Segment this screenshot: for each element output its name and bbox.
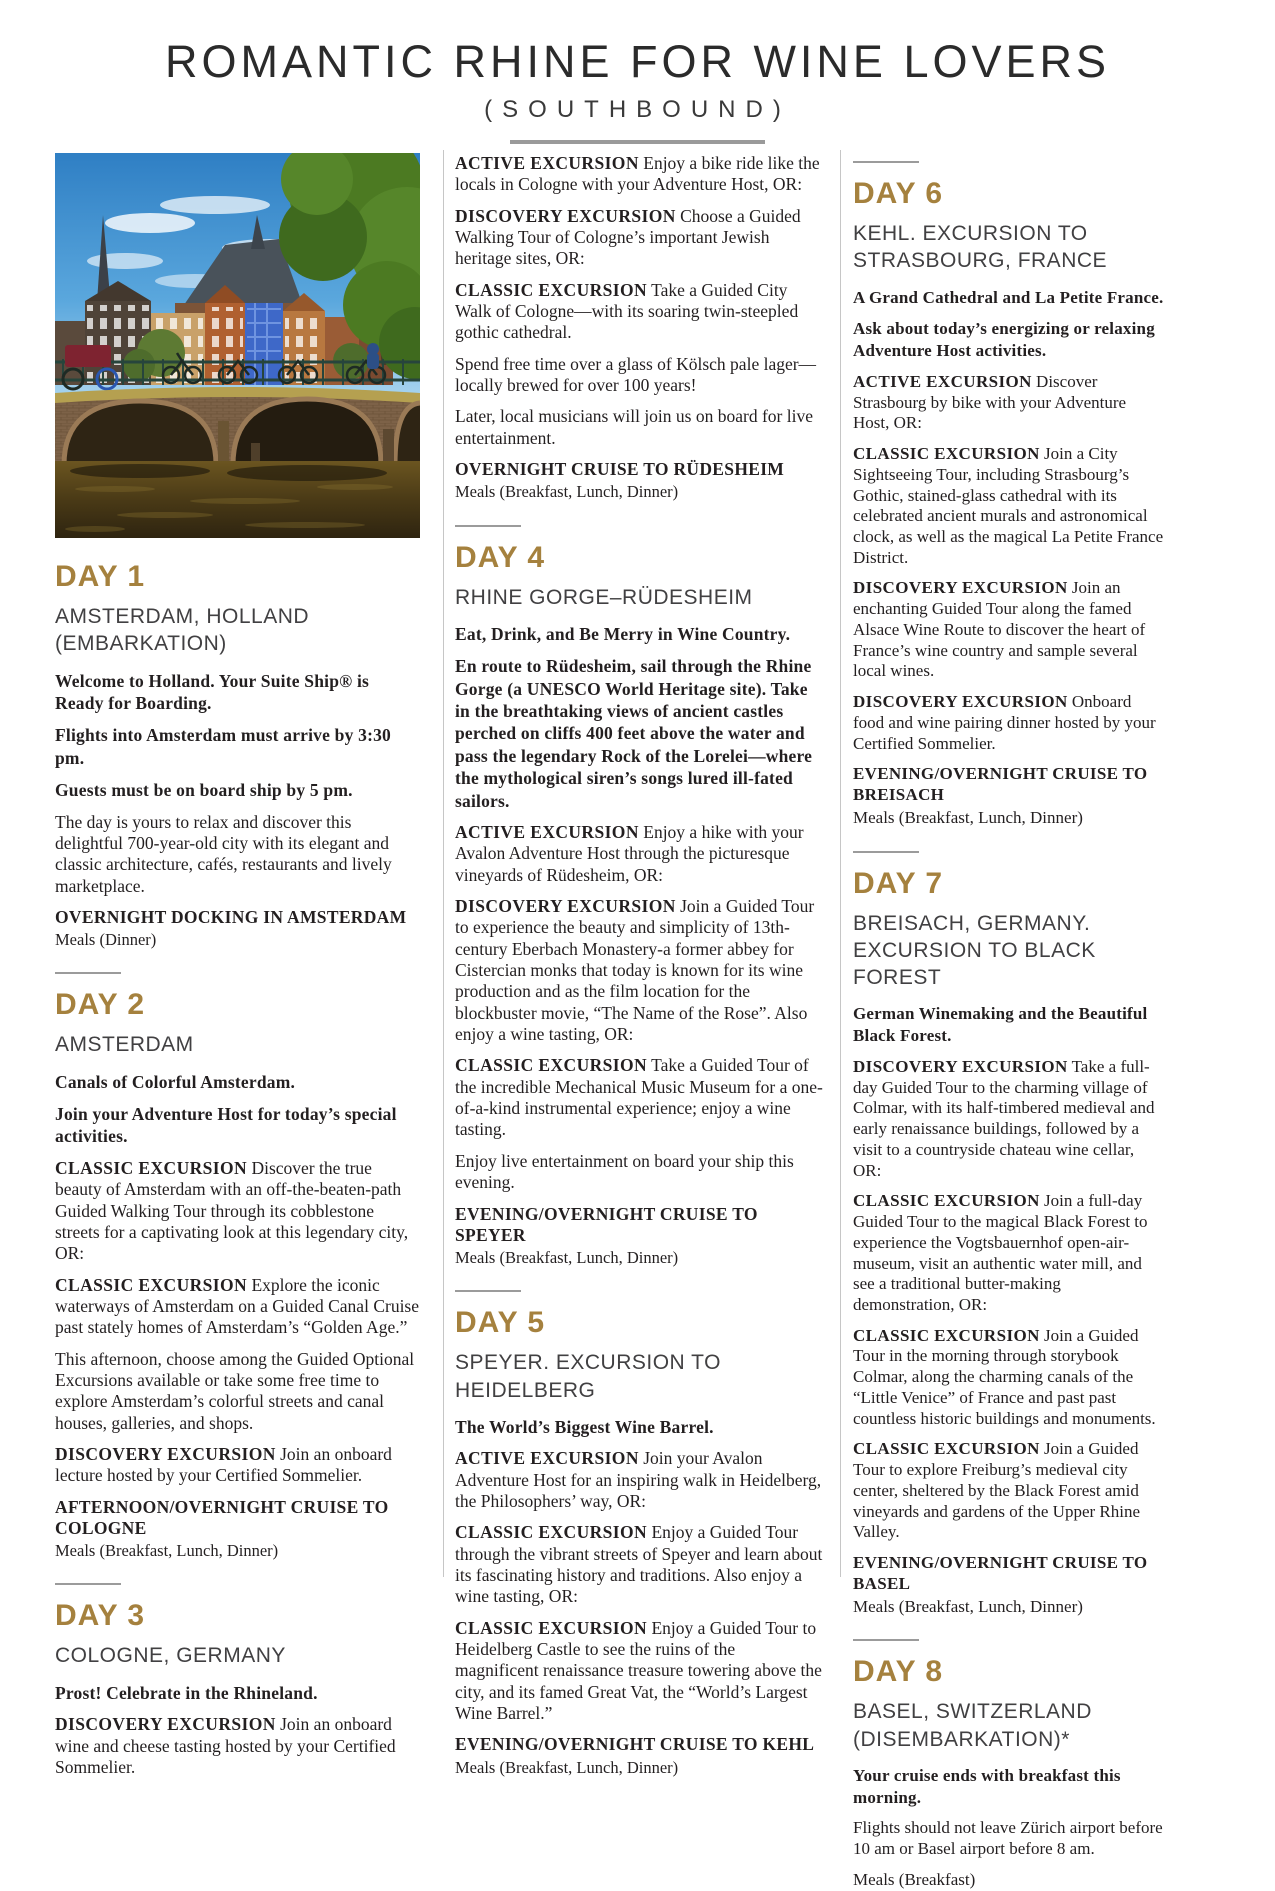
excursion-label: DISCOVERY EXCURSION [853, 578, 1068, 598]
section-divider [853, 161, 919, 163]
lead-paragraph: The World’s Biggest Wine Barrel. [455, 1416, 714, 1437]
day-location: AMSTERDAM [55, 1033, 194, 1057]
column-1-blocks [55, 560, 420, 1778]
lead-paragraph: Ask about today’s energizing or relaxing Adventure Host activities. [853, 319, 1155, 361]
cruise-paragraph: OVERNIGHT CRUISE TO RÜDESHEIM [455, 459, 785, 480]
excursion-text: Join a Guided Tour to experience the beauty and simplicity of 13th-century Eberbach Monastery-a former abbey for Cistercian monks that today is known for its wine production and as the film location for the blockbuster movie, “The Name of the Rose”. Also enjoy a wine tasting, OR: [455, 896, 815, 1045]
excursion-text: Join a Guided Tour to explore Freiburg’s medieval city center, sheltered by the Black Forest amid vineyards and gardens of the Upper Rhine Valley. [853, 1439, 1141, 1542]
excursion-paragraph [853, 372, 1165, 434]
excursion-paragraph [853, 1057, 1165, 1181]
column-divider-left [443, 150, 444, 1577]
day-location: SPEYER. EXCURSION TO HEIDELBERG [455, 1351, 721, 1402]
cruise-paragraph: EVENING/OVERNIGHT CRUISE TO BREISACH [853, 764, 1148, 805]
excursion-label: CLASSIC EXCURSION [853, 1439, 1040, 1459]
excursion-paragraph [853, 692, 1165, 754]
body-paragraph: The day is yours to relax and discover this delightful 700-year-old city with its elegant and classic architecture, cafés, restaurants and lively marketplace. [55, 811, 392, 896]
lead-paragraph: Canals of Colorful Amsterdam. [55, 1071, 296, 1092]
excursion-paragraph [55, 1444, 420, 1487]
excursion-text: Enjoy a hike with your Avalon Adventure Host through the picturesque vineyards of Rüdesheim, OR: [455, 822, 804, 885]
meals-paragraph: Meals (Breakfast, Lunch, Dinner) [455, 1248, 679, 1268]
excursion-text: Enjoy a Guided Tour to Heidelberg Castle to see the ruins of the magnificent renaissance treasure towering above the city, and its famed Great Vat, the “World’s Largest Wine Barrel.” [455, 1617, 822, 1724]
excursion-label: CLASSIC EXCURSION [455, 1055, 648, 1076]
day-location: AMSTERDAM, HOLLAND (EMBARKATION) [55, 605, 310, 656]
excursion-text: Discover the true beauty of Amsterdam with an off-the-beaten-path Guided Walking Tour through its cobblestone streets for a captivating look at this legendary city, OR: [55, 1157, 409, 1264]
meals-paragraph: Meals (Breakfast, Lunch, Dinner) [455, 1757, 679, 1777]
section-divider [455, 1290, 521, 1292]
cruise-paragraph: AFTERNOON/OVERNIGHT CRUISE TO COLOGNE [55, 1496, 389, 1539]
excursion-text: Join an onboard lecture hosted by your Certified Sommelier. [55, 1443, 392, 1486]
excursion-text: Join a full-day Guided Tour to the magical Black Forest to experience the Vogtsbauernhof open-air-museum, visit an authentic water mill, and see a traditional butter-making demonstration, OR: [853, 1191, 1148, 1314]
excursion-text: Join a City Sightseeing Tour, including Strasbourg’s Gothic, stained-glass cathedral with its celebrated ancient murals and astronomical clock, as well as the magical La Petite France District. [853, 444, 1164, 567]
excursion-label: DISCOVERY EXCURSION [55, 1443, 276, 1464]
cruise-paragraph: EVENING/OVERNIGHT CRUISE TO SPEYER [455, 1203, 758, 1245]
day-location: BASEL, SWITZERLAND (DISEMBARKATION)* [853, 1700, 1092, 1751]
lead-paragraph: Prost! Celebrate in the Rhineland. [55, 1682, 318, 1703]
day-heading: DAY 8 [853, 1655, 944, 1689]
excursion-label: CLASSIC EXCURSION [853, 1325, 1040, 1345]
lead-paragraph: Welcome to Holland. Your Suite Ship® is Ready for Boarding. [55, 670, 370, 713]
excursion-label: DISCOVERY EXCURSION [853, 1056, 1068, 1076]
meals-paragraph: Meals (Breakfast, Lunch, Dinner) [853, 1596, 1083, 1616]
lead-paragraph: German Winemaking and the Beautiful Black Forest. [853, 1004, 1148, 1046]
excursion-paragraph [455, 1522, 823, 1607]
excursion-paragraph [455, 896, 823, 1045]
excursion-label: DISCOVERY EXCURSION [55, 1714, 276, 1735]
lead-paragraph: En route to Rüdesheim, sail through the Rhine Gorge (a UNESCO World Heritage site). Take in the breathtaking views of ancient castles perched on cliffs 400 feet above the water and pass the legendary Rock of the Lorelei—where the mythological siren’s songs lured ill-fated sailors. [455, 656, 813, 811]
lead-paragraph: Your cruise ends with breakfast this morning. [853, 1765, 1121, 1807]
excursion-paragraph [853, 1326, 1165, 1430]
lead-paragraph: Flights into Amsterdam must arrive by 3:30 pm. [55, 725, 392, 768]
excursion-paragraph [55, 1158, 420, 1265]
excursion-text: Onboard food and wine pairing dinner hosted by your Certified Sommelier. [853, 692, 1156, 753]
excursion-label: CLASSIC EXCURSION [853, 1191, 1040, 1211]
excursion-paragraph [455, 1055, 823, 1140]
excursion-text: Explore the iconic waterways of Amsterdam on a Guided Canal Cruise past stately homes of Amsterdam’s “Golden Age.” [55, 1274, 420, 1338]
column-3 [853, 153, 1165, 1891]
day-heading: DAY 4 [455, 540, 546, 574]
column-3-blocks [853, 161, 1165, 1891]
column-2 [455, 153, 823, 1778]
day-location: COLOGNE, GERMANY [55, 1644, 286, 1668]
excursion-label: CLASSIC EXCURSION [455, 1617, 648, 1638]
excursion-text: Join your Avalon Adventure Host for an inspiring walk in Heidelberg, the Philosophers’ way, OR: [455, 1448, 822, 1511]
excursion-label: CLASSIC EXCURSION [455, 279, 648, 300]
excursion-label: CLASSIC EXCURSION [853, 444, 1040, 464]
meals-paragraph: Meals (Breakfast, Lunch, Dinner) [55, 1541, 279, 1561]
section-divider [853, 851, 919, 853]
cruise-paragraph: EVENING/OVERNIGHT CRUISE TO BASEL [853, 1553, 1148, 1593]
cruise-paragraph: EVENING/OVERNIGHT CRUISE TO KEHL [455, 1734, 815, 1755]
excursion-label: ACTIVE EXCURSION [455, 153, 639, 173]
section-divider [853, 1639, 919, 1641]
meals-paragraph: Meals (Breakfast, Lunch, Dinner) [853, 807, 1083, 827]
excursion-text: Choose a Guided Walking Tour of Cologne’s important Jewish heritage sites, OR: [455, 205, 801, 269]
excursion-text: Take a Guided City Walk of Cologne—with its soaring twin-steepled gothic cathedral. [455, 279, 799, 343]
excursion-text: Enjoy a bike ride like the locals in Cologne with your Adventure Host, OR: [455, 153, 820, 195]
excursion-label: CLASSIC EXCURSION [55, 1274, 248, 1295]
body-paragraph: This afternoon, choose among the Guided Optional Excursions available or take some free time to explore Amsterdam’s colorful streets and canal houses, galleries, and shops. [55, 1348, 415, 1433]
column-2-blocks [455, 153, 823, 1778]
day-location: KEHL. EXCURSION TO STRASBOURG, FRANCE [853, 222, 1108, 273]
excursion-label: CLASSIC EXCURSION [55, 1157, 248, 1178]
lead-paragraph: Join your Adventure Host for today’s special activities. [55, 1104, 397, 1147]
meals-paragraph: Meals (Breakfast, Lunch, Dinner) [455, 482, 679, 502]
day-heading: DAY 2 [55, 988, 146, 1022]
excursion-text: Take a full-day Guided Tour to the charming village of Colmar, with its half-timbered medieval and early renaissance buildings, followed by a visit to a countryside chateau wine cellar, OR: [853, 1056, 1155, 1180]
amsterdam-canal-photo [55, 153, 420, 538]
excursion-paragraph [455, 1618, 823, 1725]
excursion-label: DISCOVERY EXCURSION [455, 205, 676, 226]
excursion-label: ACTIVE EXCURSION [853, 371, 1032, 391]
excursion-paragraph [853, 1191, 1165, 1315]
body-paragraph: Enjoy live entertainment on board your ship this evening. [455, 1150, 794, 1193]
body-paragraph: Later, local musicians will join us on board for live entertainment. [455, 406, 813, 448]
excursion-label: CLASSIC EXCURSION [455, 1522, 648, 1543]
excursion-paragraph [455, 280, 823, 344]
excursion-paragraph [55, 1714, 420, 1778]
excursion-paragraph [455, 822, 823, 886]
lead-paragraph: Eat, Drink, and Be Merry in Wine Country. [455, 623, 791, 644]
body-paragraph: Flights should not leave Zürich airport before 10 am or Basel airport before 8 am. [853, 1818, 1163, 1859]
section-divider [55, 1583, 121, 1585]
meals-paragraph: Meals (Breakfast) [853, 1869, 976, 1889]
excursion-label: ACTIVE EXCURSION [455, 822, 639, 843]
day-location: BREISACH, GERMANY. EXCURSION TO BLACK FOREST [853, 911, 1096, 990]
excursion-text: Discover Strasbourg by bike with your Adventure Host, OR: [853, 371, 1127, 433]
body-paragraph: Spend free time over a glass of Kölsch pale lager—locally brewed for over 100 years! [455, 353, 817, 396]
page-header [0, 36, 1275, 144]
excursion-paragraph [55, 1275, 420, 1339]
excursion-text: Take a Guided Tour of the incredible Mechanical Music Museum for a one-of-a-kind instrumental experience; enjoy a wine tasting. [455, 1055, 823, 1140]
lead-paragraph: Guests must be on board ship by 5 pm. [55, 780, 353, 801]
excursion-text: Enjoy a Guided Tour through the vibrant streets of Speyer and learn about its fascinating history and traditions. Also enjoy a wine tasting, OR: [455, 1522, 823, 1607]
section-divider [55, 972, 121, 974]
excursion-paragraph [455, 206, 823, 270]
page-title: ROMANTIC RHINE FOR WINE LOVERS [164, 36, 1111, 87]
day-heading: DAY 3 [55, 1599, 146, 1633]
title-divider [510, 140, 765, 144]
page-subtitle: (SOUTHBOUND) [484, 96, 791, 123]
day-heading: DAY 1 [55, 560, 146, 593]
day-location: RHINE GORGE–RÜDESHEIM [455, 585, 753, 609]
day-heading: DAY 7 [853, 866, 944, 900]
excursion-label: ACTIVE EXCURSION [455, 1448, 639, 1469]
section-divider [455, 525, 521, 527]
cruise-paragraph: OVERNIGHT DOCKING IN AMSTERDAM [55, 906, 407, 927]
meals-paragraph: Meals (Dinner) [55, 930, 157, 950]
column-divider-right [840, 150, 841, 1577]
excursion-paragraph [455, 1448, 823, 1512]
lead-paragraph: A Grand Cathedral and La Petite France. [853, 287, 1164, 307]
excursion-paragraph [853, 1439, 1165, 1543]
excursion-paragraph [853, 578, 1165, 682]
excursion-label: DISCOVERY EXCURSION [455, 896, 676, 917]
excursion-text: Join an enchanting Guided Tour along the famed Alsace Wine Route to discover the heart of France’s wine country and sample several local wines. [853, 578, 1146, 681]
excursion-label: DISCOVERY EXCURSION [853, 692, 1068, 712]
excursion-paragraph [853, 444, 1165, 568]
day-heading: DAY 5 [455, 1306, 546, 1340]
excursion-text: Join a Guided Tour in the morning through storybook Colmar, along the charming canals of the “Little Venice” of France and past past countless historic buildings and monuments. [853, 1325, 1156, 1428]
excursion-text: Join an onboard wine and cheese tasting hosted by your Certified Sommelier. [55, 1714, 396, 1777]
excursion-paragraph [455, 153, 823, 196]
column-1 [55, 153, 420, 1788]
day-heading: DAY 6 [853, 177, 944, 210]
